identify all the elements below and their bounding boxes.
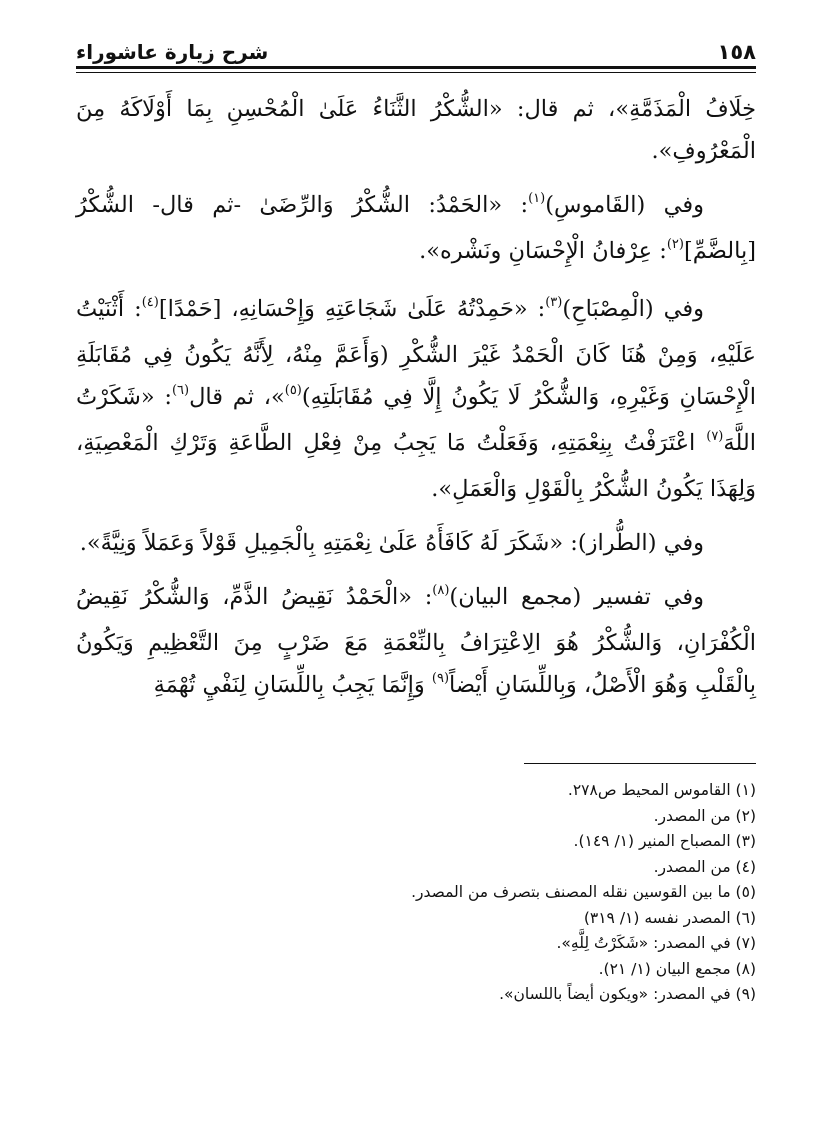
paragraph-5 [76, 576, 756, 710]
header-rule-thin [76, 72, 756, 73]
paragraph-2 [76, 184, 756, 276]
main-text [76, 88, 756, 722]
text-run: : «الْحَمْدُ نَقِيضُ الذَّمِّ، وَالشُّكْرُ نَقِيضُ الْكُفْرَانِ، وَالشُّكْرُ هُوَ الِاعْتِرَافُ بِالنِّعْمَةِ مَعَ ضَرْبٍ مِنَ التَّعْظِيمِ وَيَكُونُ بِالْقَلْبِ وَهُوَ الْأَصْلُ، وَبِاللِّسَانِ أَيْضاً [76, 584, 756, 698]
footnote-ref: (٩) [431, 671, 450, 686]
footnote-1: (١) القاموس المحيط ص٢٧٨. [567, 781, 756, 799]
footnote-ref: (١) [528, 191, 546, 206]
footnote-ref: (٣) [545, 295, 563, 310]
footnotes [76, 778, 756, 1008]
footnote-6: (٦) المصدر نفسه (١/ ٣١٩) [583, 908, 756, 927]
text-run: : عِرْفانُ الْإِحْسَانِ ونَشْره». [419, 238, 667, 264]
page-number: ١٥٨ [717, 40, 756, 64]
text-run: : «الحَمْدُ: الشُّكْرُ وَالرِّضَىٰ -ثم قال- الشُّكْرُ [بِالضَّمِّ] [76, 192, 756, 264]
footnote-ref: (٦) [171, 383, 190, 398]
footnote-2: (٢) من المصدر. [653, 806, 756, 825]
footnote-8: (٨) مجمع البيان (١/ ٢١). [598, 959, 756, 978]
header-rule-thick [76, 66, 756, 69]
text-run: وفي (الْمِصْبَاحِ) [562, 296, 704, 322]
footnote-ref: (٧) [706, 429, 724, 444]
footnote-ref: (٥) [284, 383, 302, 398]
footnote-ref: (٢) [666, 237, 684, 252]
text-run: : «شَكَرْتُ اللَّهَ [76, 384, 756, 456]
footnote-5: (٥) ما بين القوسين نقله المصنف بتصرف من المصدر. [411, 883, 756, 901]
paragraph-4: وفي (الطُّراز): «شَكَرَ لَهُ كَافَأَهُ عَلَىٰ نِعْمَتِهِ بِالْجَمِيلِ قَوْلاً وَعَمَلاً وَنِيَّةً». [79, 530, 704, 556]
footnote-ref: (٤) [141, 295, 159, 310]
footnote-7: (٧) في المصدر: «شَكَرْتُ لِلَّهِ». [556, 934, 756, 952]
paragraph-3 [76, 288, 756, 510]
page-header [76, 30, 756, 64]
running-title: شرح زيارة عاشوراء [76, 40, 269, 64]
text-run: وفي (القَاموسِ) [545, 192, 704, 218]
text-run: وفي تفسير (مجمع البيان) [449, 584, 704, 610]
text-run: اعْتَرَفْتُ بِنِعْمَتِهِ، وَفَعَلْتُ مَا يَجِبُ مِنْ فِعْلِ الطَّاعَةِ وَتَرْكِ الْمَعْصِيَةِ، وَلِهَذَا يَكُونُ الشُّكْرُ بِالْقَوْلِ وَالْعَمَلِ». [76, 430, 756, 502]
text-run: »، ثم قال [189, 384, 285, 410]
text-run: وَإِنَّمَا يَجِبُ بِاللِّسَانِ لِنَفْيِ تُهْمَةِ [153, 672, 432, 698]
paragraph-1: خِلَافُ الْمَذَمَّةِ»، ثم قال: «الشُّكْرُ الثَّنَاءُ عَلَىٰ الْمُحْسِنِ بِمَا أَوْلَاكَهُ مِنَ الْمَعْرُوفِ». [76, 96, 756, 164]
footnote-4: (٤) من المصدر. [653, 857, 756, 876]
footnote-3: (٣) المصباح المنير (١/ ١٤٩). [573, 832, 756, 850]
footnote-9: (٩) في المصدر: «ويكون أيضاً باللسان». [499, 985, 756, 1003]
text-run: : «حَمِدْتُهُ عَلَىٰ شَجَاعَتِهِ وَإِحْسَانِهِ، [حَمْدًا] [158, 296, 546, 322]
footnote-separator [524, 763, 756, 764]
text-run: : أَثْنَيْتُ عَلَيْهِ، وَمِنْ هُنَا كَانَ الْحَمْدُ غَيْرَ الشُّكْرِ (وَأَعَمَّ مِنْهُ، لِأَنَّهُ يَكُونُ فِي مُقَابَلَةِ الْإِحْسَانِ وَغَيْرِهِ، وَالشُّكْرُ لَا يَكُونُ إِلَّا فِي مُقَابَلَتِهِ) [76, 296, 756, 410]
footnote-ref: (٨) [432, 583, 450, 598]
